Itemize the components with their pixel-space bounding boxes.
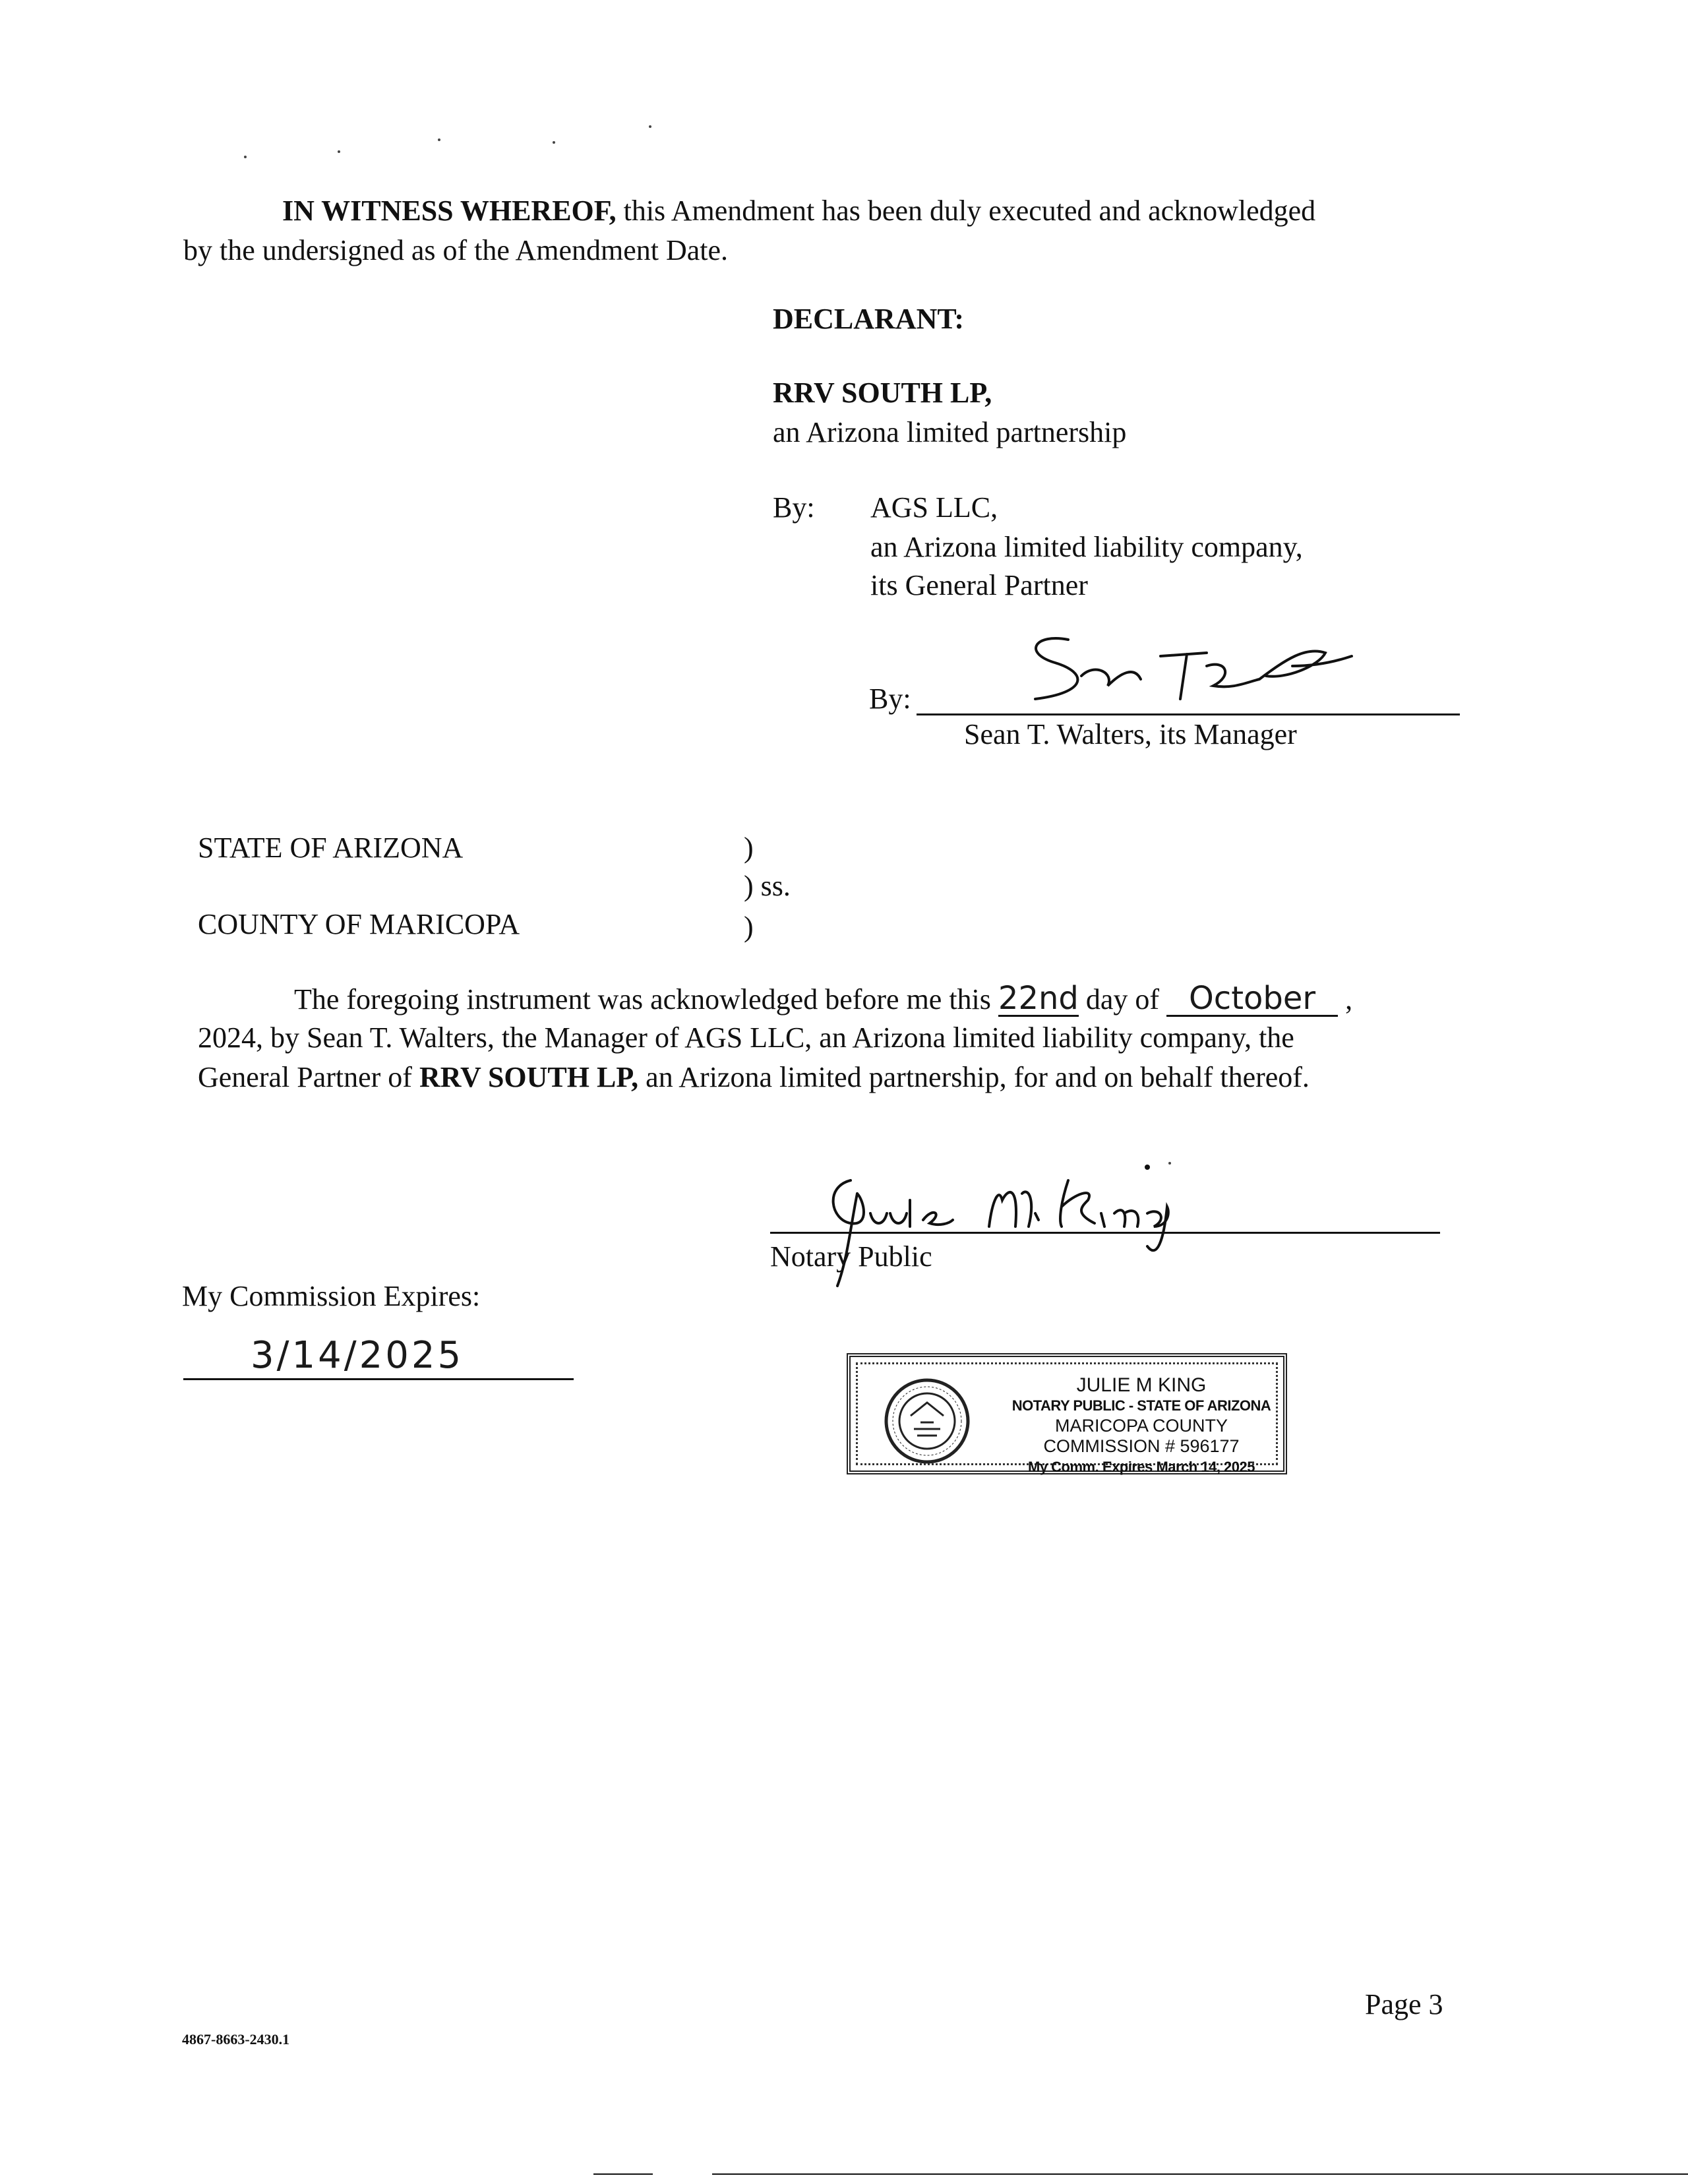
ack-month-value: October xyxy=(1166,982,1338,1017)
witness-line1-rest: this Amendment has been duly executed and acknowledged xyxy=(616,195,1316,227)
ack-day-value: 22nd xyxy=(998,980,1079,1017)
declarant-heading: DECLARANT: xyxy=(773,303,965,335)
by-label: By: xyxy=(773,491,815,524)
stamp-commission: COMMISSION # 596177 xyxy=(1043,1436,1240,1456)
document-id: 4867-8663-2430.1 xyxy=(182,2031,290,2048)
ack-l3-bold: RRV SOUTH LP, xyxy=(419,1061,639,1093)
venue-ss: ) ss. xyxy=(744,870,791,902)
gp-desc: an Arizona limited liability company, xyxy=(870,531,1303,563)
notary-stamp xyxy=(847,1353,1287,1474)
commission-line xyxy=(183,1378,574,1380)
stamp-expires: My Comm. Expires March 14, 2025 xyxy=(1028,1459,1255,1475)
declarant-entity-desc: an Arizona limited partnership xyxy=(773,416,1127,448)
ack-line-2: 2024, by Sean T. Walters, the Manager of AGS LLC, an Arizona limited liability company, the xyxy=(198,1021,1294,1054)
ack-l3-b: an Arizona limited partnership, for and on behalf thereof. xyxy=(638,1061,1310,1093)
scan-edge-mark xyxy=(712,2173,1688,2175)
gp-name: AGS LLC, xyxy=(870,491,998,524)
notary-stamp-text xyxy=(1010,1375,1273,1477)
scan-speck xyxy=(338,150,340,153)
witness-lead: IN WITNESS WHEREOF, xyxy=(282,195,617,227)
stamp-name: JULIE M KING xyxy=(1076,1374,1207,1396)
witness-line-2: by the undersigned as of the Amendment Date. xyxy=(183,234,729,266)
ack-line-1 xyxy=(294,980,1352,1019)
gp-role: its General Partner xyxy=(870,569,1088,601)
commission-label: My Commission Expires: xyxy=(182,1280,481,1312)
notary-stamp-border xyxy=(856,1362,1278,1475)
commission-value: 3/14/2025 xyxy=(251,1334,464,1377)
scan-speck xyxy=(649,125,651,128)
by2-label: By: xyxy=(869,682,911,715)
manager-signature xyxy=(1009,626,1358,719)
scan-speck xyxy=(438,138,440,141)
scan-speck xyxy=(553,141,555,144)
scan-speck xyxy=(244,156,247,158)
notary-label: Notary Public xyxy=(770,1240,932,1273)
notary-signature-line xyxy=(770,1232,1440,1234)
stamp-title: NOTARY PUBLIC - STATE OF ARIZONA xyxy=(1011,1397,1271,1414)
ack-line-3 xyxy=(198,1058,1310,1097)
ack-text-b: day of xyxy=(1078,983,1167,1016)
witness-line-1 xyxy=(282,191,1315,231)
page-number: Page 3 xyxy=(1365,1988,1443,2020)
state-seal-icon xyxy=(878,1376,977,1466)
ack-text-a: The foregoing instrument was acknowledged before me this xyxy=(294,983,998,1016)
signer-name: Sean T. Walters, its Manager xyxy=(964,718,1297,750)
declarant-entity: RRV SOUTH LP, xyxy=(773,377,992,409)
stamp-county: MARICOPA COUNTY xyxy=(1054,1416,1228,1436)
venue-county: COUNTY OF MARICOPA xyxy=(198,908,520,940)
venue-state: STATE OF ARIZONA xyxy=(198,832,464,864)
scan-edge-mark xyxy=(593,2173,653,2175)
venue-paren-1: ) xyxy=(744,832,754,864)
venue-paren-3: ) xyxy=(744,911,754,943)
ack-text-c: , xyxy=(1338,983,1353,1016)
ack-l3-a: General Partner of xyxy=(198,1061,419,1093)
